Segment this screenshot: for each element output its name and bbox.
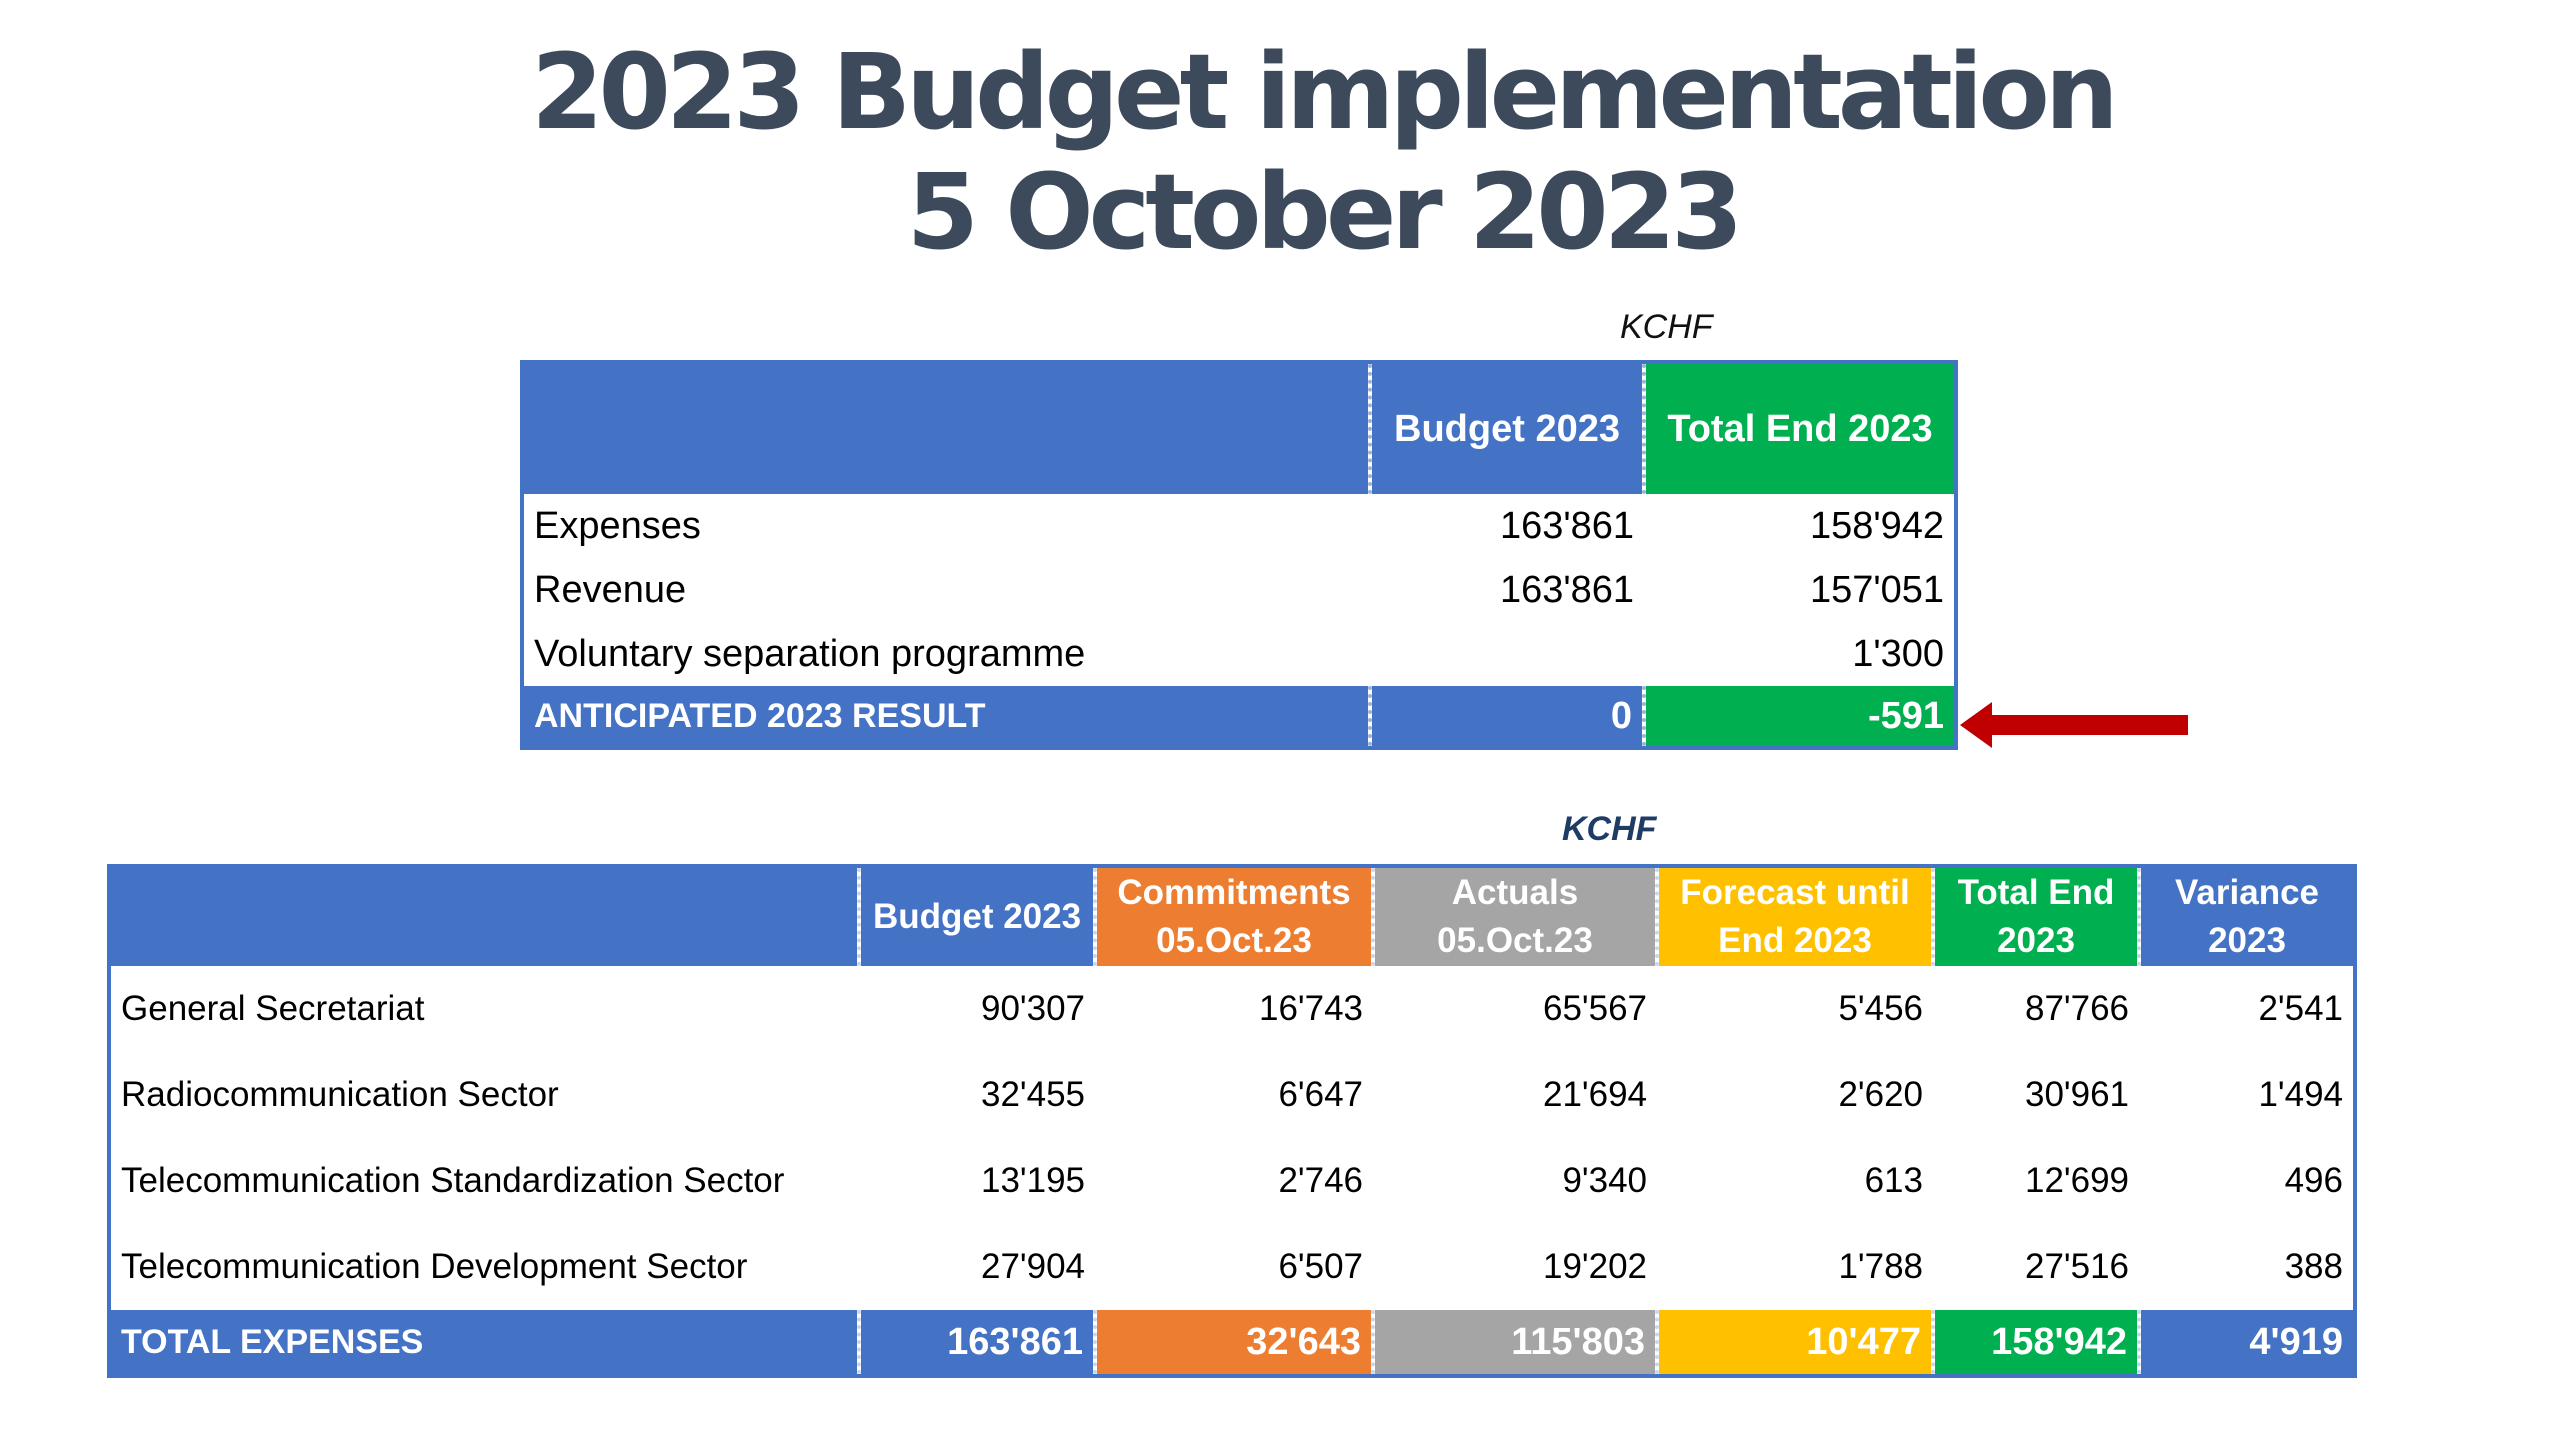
expenses-row-budget: 90'307	[980, 989, 1085, 1028]
summary-result-budget: 0	[1370, 686, 1644, 748]
expenses-row-total: 12'699	[2024, 1161, 2129, 1200]
expenses-header-budget: Budget 2023	[859, 866, 1095, 966]
summary-row-total: 157'051	[1809, 568, 1944, 611]
expenses-row-commitments: 16'743	[1258, 989, 1363, 1028]
expenses-row-budget: 32'455	[980, 1075, 1085, 1114]
expenses-header-commitments: Commitments 05.Oct.23	[1095, 866, 1373, 966]
expenses-unit-label: KCHF	[1562, 810, 1657, 848]
expenses-row-forecast: 613	[1864, 1161, 1923, 1200]
expenses-header-total: Total End 2023	[1933, 866, 2139, 966]
expenses-row-budget: 27'904	[980, 1247, 1085, 1286]
summary-row	[522, 558, 1956, 622]
page-title	[0, 32, 2560, 272]
summary-row-budget: 163'861	[1499, 504, 1634, 547]
expenses-header-label	[109, 866, 859, 966]
summary-header-label	[522, 362, 1370, 494]
expenses-row	[109, 1224, 2355, 1310]
expenses-total-variance: 4'919	[2139, 1310, 2355, 1376]
expenses-row-variance: 1'494	[2258, 1075, 2343, 1114]
expenses-row-commitments: 6'647	[1278, 1075, 1363, 1114]
summary-row-total: 158'942	[1809, 504, 1944, 547]
expenses-row-commitments: 2'746	[1278, 1161, 1363, 1200]
expenses-row-actuals: 19'202	[1542, 1247, 1647, 1286]
expenses-row-actuals: 9'340	[1562, 1161, 1647, 1200]
expenses-total-row	[109, 1310, 2355, 1376]
expenses-total-actuals: 115'803	[1373, 1310, 1657, 1376]
summary-table	[520, 360, 1958, 750]
expenses-row-budget: 13'195	[980, 1161, 1085, 1200]
expenses-row-label: General Secretariat	[121, 989, 425, 1028]
expenses-total-label: TOTAL EXPENSES	[109, 1310, 859, 1376]
expenses-header-variance: Variance 2023	[2139, 866, 2355, 966]
expenses-row	[109, 1052, 2355, 1138]
summary-row	[522, 622, 1956, 686]
summary-result-total: -591	[1644, 686, 1956, 748]
expenses-row-total: 87'766	[2024, 989, 2129, 1028]
summary-row-total: 1'300	[1852, 632, 1944, 675]
expenses-row-label: Telecommunication Standardization Sector	[121, 1161, 785, 1200]
expenses-row-forecast: 5'456	[1838, 989, 1923, 1028]
summary-unit-label: KCHF	[1620, 308, 1713, 346]
expenses-row-commitments: 6'507	[1278, 1247, 1363, 1286]
summary-row-label: Voluntary separation programme	[534, 632, 1086, 675]
expenses-row-variance: 496	[2284, 1161, 2343, 1200]
expenses-row-actuals: 65'567	[1542, 989, 1647, 1028]
expenses-header-forecast: Forecast until End 2023	[1657, 866, 1933, 966]
summary-header-row	[522, 362, 1956, 494]
summary-row	[522, 494, 1956, 558]
summary-result-label: ANTICIPATED 2023 RESULT	[522, 686, 1370, 748]
expenses-row-total: 30'961	[2024, 1075, 2129, 1114]
expenses-row-actuals: 21'694	[1542, 1075, 1647, 1114]
expenses-row-label: Radiocommunication Sector	[121, 1075, 559, 1114]
summary-header-budget: Budget 2023	[1370, 362, 1644, 494]
expenses-row-variance: 388	[2284, 1247, 2343, 1286]
expenses-row-label: Telecommunication Development Sector	[121, 1247, 748, 1286]
summary-header-total: Total End 2023	[1644, 362, 1956, 494]
expenses-total-commitments: 32'643	[1095, 1310, 1373, 1376]
summary-result-row	[522, 686, 1956, 748]
title-line-1: 2023 Budget implementation	[531, 31, 2114, 153]
expenses-total-forecast: 10'477	[1657, 1310, 1933, 1376]
summary-row-budget	[1370, 622, 1644, 686]
expenses-total-total: 158'942	[1933, 1310, 2139, 1376]
expenses-row	[109, 1138, 2355, 1224]
summary-row-label: Revenue	[534, 568, 687, 611]
expenses-row-variance: 2'541	[2258, 989, 2343, 1028]
expenses-row-total: 27'516	[2024, 1247, 2129, 1286]
expenses-total-budget: 163'861	[859, 1310, 1095, 1376]
summary-row-label: Expenses	[534, 504, 701, 547]
title-line-2: 5 October 2023	[906, 151, 1739, 273]
red-arrow-icon	[1960, 700, 2188, 750]
expenses-header-row	[109, 866, 2355, 966]
summary-row-budget: 163'861	[1499, 568, 1634, 611]
expenses-row	[109, 966, 2355, 1052]
expenses-row-forecast: 2'620	[1838, 1075, 1923, 1114]
expenses-row-forecast: 1'788	[1838, 1247, 1923, 1286]
expenses-header-actuals: Actuals 05.Oct.23	[1373, 866, 1657, 966]
expenses-table	[107, 864, 2357, 1378]
